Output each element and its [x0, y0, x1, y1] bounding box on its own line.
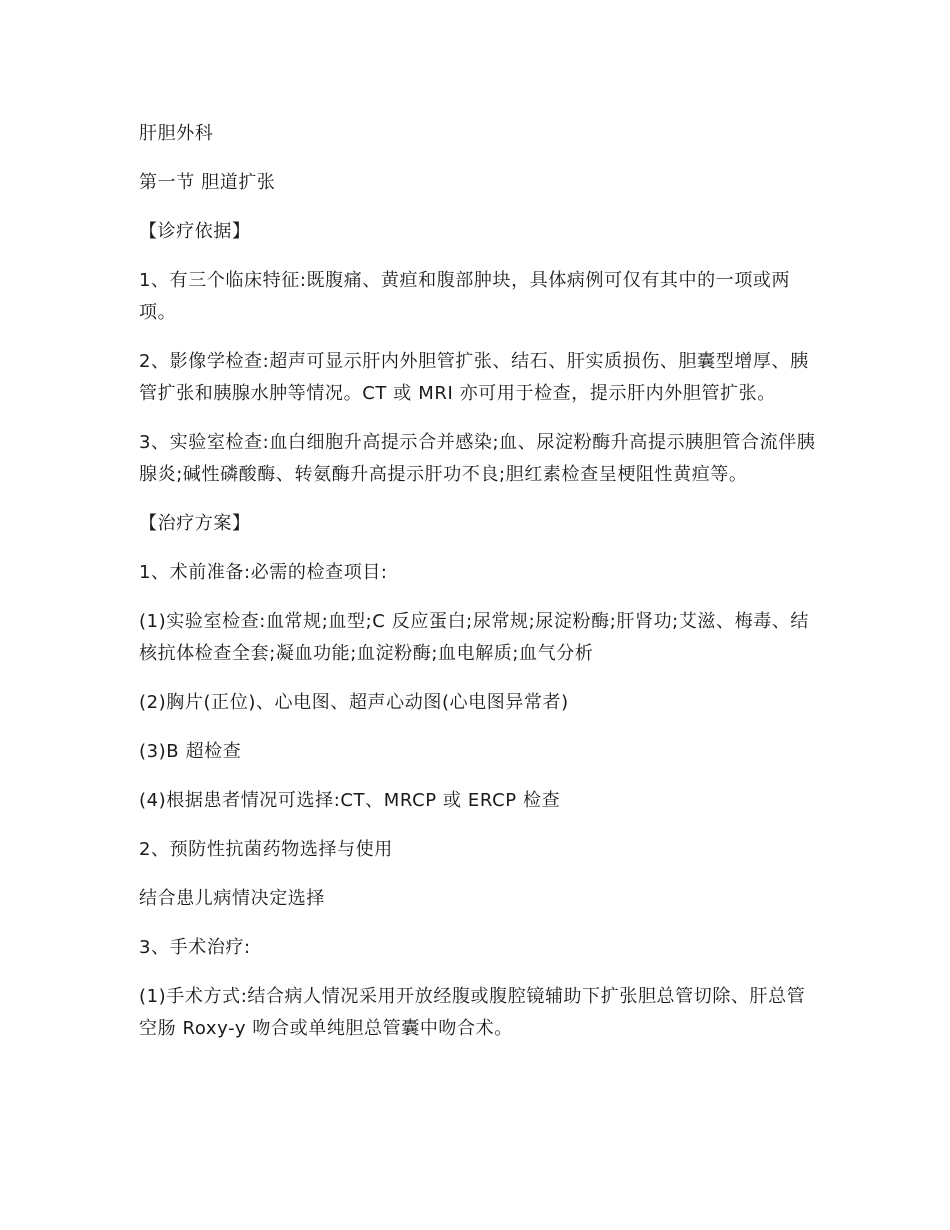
treatment-item-antibiotics-note: 结合患儿病情决定选择	[139, 888, 325, 909]
diagnosis-item-3: 3、实验室检查:血白细胞升高提示合并感染;血、尿淀粉酶升高提示胰胆管合流伴胰腺炎;碱性磷酸酶、转氨酶升高提示肝功不良;胆红素检查呈梗阻性黄疸等。	[139, 432, 816, 485]
treatment-item-optional-imaging: (4)根据患者情况可选择:CT、MRCP 或 ERCP 检查	[139, 790, 561, 811]
treatment-item-ultrasound: (3)B 超检查	[139, 741, 242, 762]
diagnosis-header: 【诊疗依据】	[139, 221, 251, 242]
treatment-item-preop: 1、术前准备:必需的检查项目:	[139, 562, 388, 583]
diagnosis-item-1: 1、有三个临床特征:既腹痛、黄疸和腹部肿块，具体病例可仅有其中的一项或两项。	[139, 270, 791, 323]
section-title: 第一节 胆道扩张	[139, 172, 276, 193]
treatment-item-lab-tests: (1)实验室检查:血常规;血型;C 反应蛋白;尿常规;尿淀粉酶;肝肾功;艾滋、梅毒、结核抗体检查全套;凝血功能;血淀粉酶;血电解质;血气分析	[139, 611, 810, 664]
diagnosis-item-2: 2、影像学检查:超声可显示肝内外胆管扩张、结石、肝实质损伤、胆囊型增厚、胰管扩张和胰腺水肿等情况。CT 或 MRI 亦可用于检查，提示肝内外胆管扩张。	[139, 351, 809, 404]
treatment-item-surgery-method: (1)手术方式:结合病人情况采用开放经腹或腹腔镜辅助下扩张胆总管切除、肝总管空肠 Roxy-y 吻合或单纯胆总管囊中吻合术。	[139, 986, 806, 1039]
treatment-item-chest-xray: (2)胸片(正位)、心电图、超声心动图(心电图异常者)	[139, 692, 569, 713]
treatment-item-surgery: 3、手术治疗:	[139, 937, 251, 958]
treatment-item-antibiotics: 2、预防性抗菌药物选择与使用	[139, 839, 393, 860]
document-body	[139, 118, 819, 1062]
department-title: 肝胆外科	[139, 123, 214, 144]
treatment-header: 【治疗方案】	[139, 513, 251, 534]
